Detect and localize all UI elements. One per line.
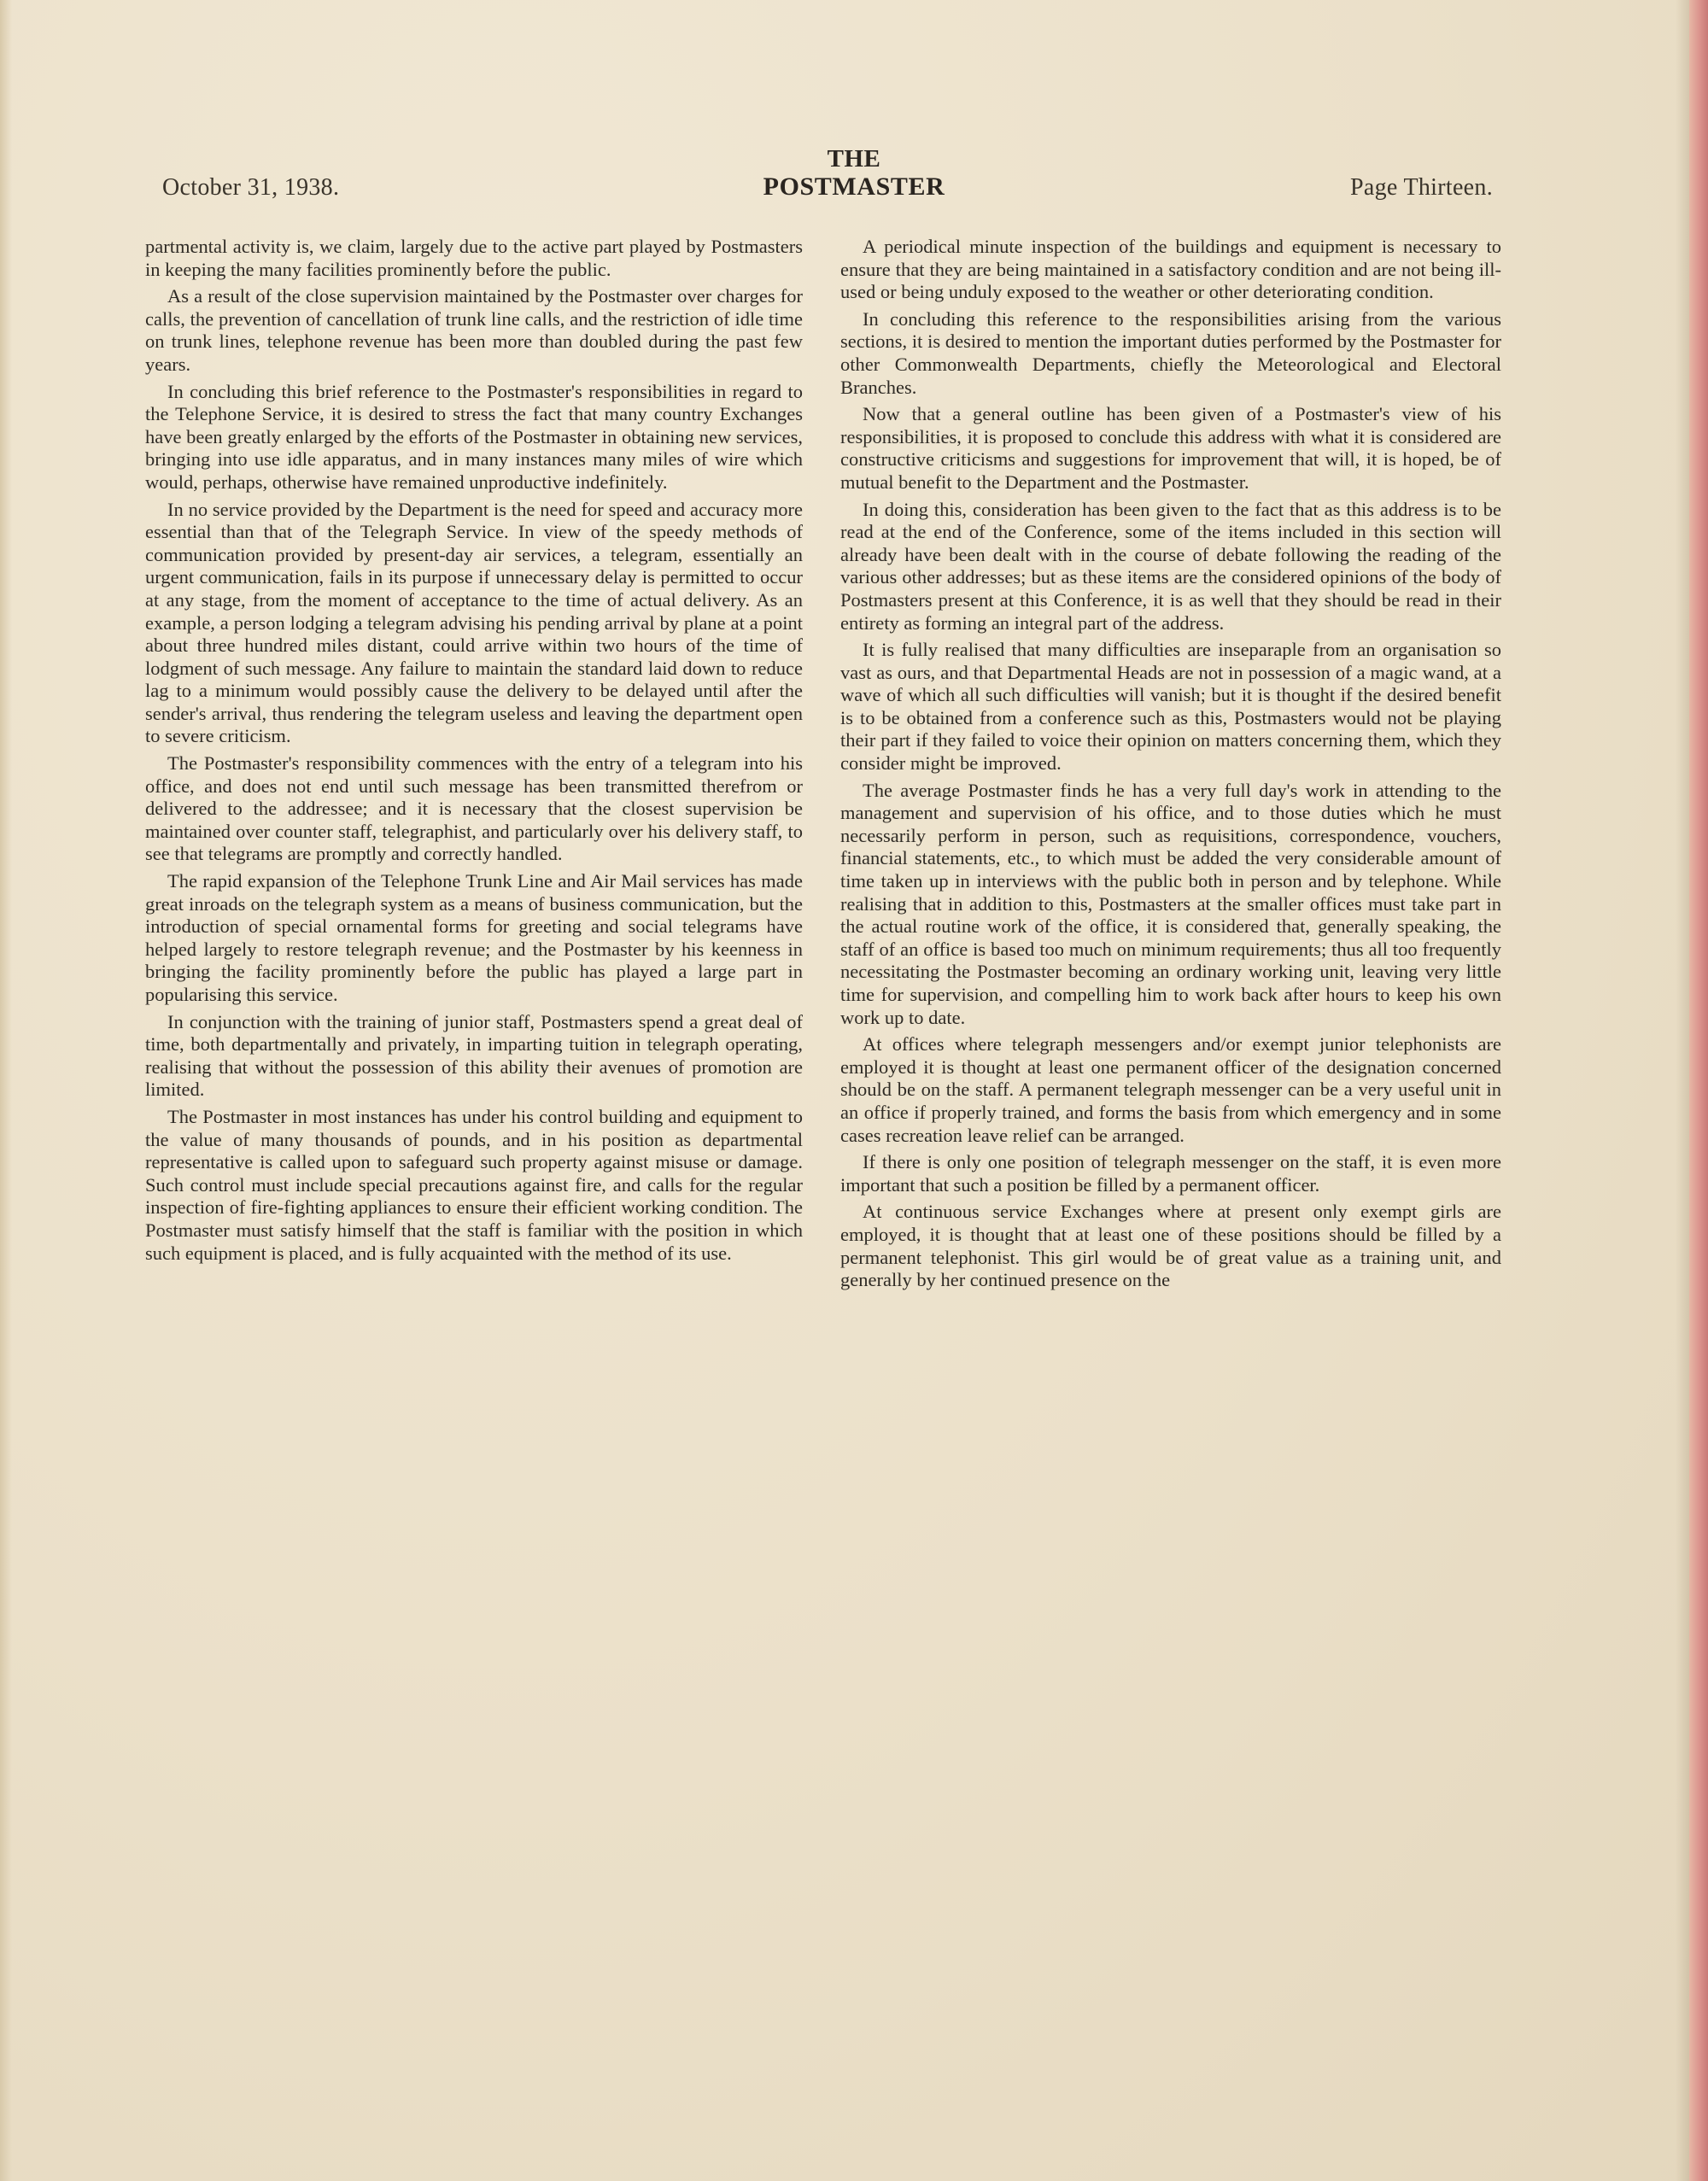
masthead-title: POSTMASTER: [763, 172, 945, 201]
paragraph: At continuous service Exchanges where at present only exempt girls are employed, it is thought that at least one of these positions should be filled by a permanent telephonist. This girl would be of great value as a training unit, and generally by her continued presence on the: [840, 1201, 1501, 1291]
masthead: [649, 145, 1059, 202]
page-number: Page Thirteen.: [1350, 174, 1493, 201]
paragraph: The Postmaster's responsibility commences with the entry of a telegram into his office, and does not end until such message has been transmitted therefrom or delivered to the addressee; and it is necessary that the closest supervision be maintained over counter staff, telegraphist, and particularly over his delivery staff, to see that telegrams are promptly and correctly handled.: [145, 752, 803, 865]
right-column: [840, 236, 1501, 1296]
page-right-edge: [1689, 0, 1708, 2181]
paragraph: At offices where telegraph messengers and/or exempt junior telephonists are employed it is thought at least one permanent officer of the designation concerned should be on the staff. A permanent telegraph messenger can be a very useful unit in an office if properly trained, and forms the basis from which emergency and in some cases recreation leave relief can be arranged.: [840, 1033, 1501, 1146]
paragraph: partmental activity is, we claim, largely due to the active part played by Postmasters in keeping the many facilities prominently before the public.: [145, 236, 803, 280]
paragraph: The average Postmaster finds he has a very full day's work in attending to the management and supervision of his office, and to those duties which he must necessarily perform in person, such as requisitions, correspondence, vouchers, financial statements, etc., to which must be added the very considerable amount of time taken up in interviews with the public both in person and by telephone. While realising that in addition to this, Postmasters at the smaller offices must take part in the actual routine work of the office, it is considered that, generally speaking, the staff of an office is based too much on minimum requirements; thus all too frequently necessitating the Postmaster becoming an ordinary working unit, leaving very little time for supervision, and compelling him to work back after hours to keep his own work up to date.: [840, 779, 1501, 1028]
paragraph: As a result of the close supervision maintained by the Postmaster over charges for calls, the prevention of cancellation of trunk line calls, and the restriction of idle time on trunk lines, telephone revenue has been more than doubled during the past few years.: [145, 285, 803, 375]
paragraph: In concluding this brief reference to the Postmaster's responsibilities in regard to the Telephone Service, it is desired to stress the fact that many country Exchanges have been greatly enlarged by the efforts of the Postmaster in obtaining new services, bringing into use idle apparatus, and in many instances many miles of wire which would, perhaps, otherwise have remained unproductive indefinitely.: [145, 380, 803, 493]
paragraph: It is fully realised that many difficulties are inseparaple from an organisation so vast as ours, and that Departmental Heads are not in possession of a magic wand, at a wave of which all such difficulties will vanish; but it is thought if the desired benefit is to be obtained from a conference such as this, Postmasters would not be playing their part if they failed to voice their opinion on matters concerning them, which they consider might be improved.: [840, 639, 1501, 775]
paragraph: In doing this, consideration has been given to the fact that as this address is to be read at the end of the Conference, some of the items included in this section will already have been dealt with in the course of debate following the reading of the various other addresses; but as these items are the considered opinions of the body of Postmasters present at this Conference, it is as well that they should be read in their entirety as forming an integral part of the address.: [840, 498, 1501, 634]
paragraph: The Postmaster in most instances has under his control building and equipment to the value of many thousands of pounds, and in his position as departmental representative is called upon to safeguard such property against misuse or damage. Such control must include special precautions against fire, and calls for the regular inspection of fire-fighting appliances to ensure their efficient working condition. The Postmaster must satisfy himself that the staff is familiar with the position in which such equipment is placed, and is fully acquainted with the method of its use.: [145, 1105, 803, 1264]
paragraph: If there is only one position of telegraph messenger on the staff, it is even more important that such a position be filled by a permanent officer.: [840, 1151, 1501, 1196]
paragraph: In conjunction with the training of junior staff, Postmasters spend a great deal of time, both departmentally and privately, in imparting tuition in telegraph operating, realising that without the possession of this ability their avenues of promotion are limited.: [145, 1010, 803, 1101]
page-right-shadow: [1676, 0, 1689, 2181]
masthead-the: THE: [827, 145, 881, 172]
paragraph: In concluding this reference to the responsibilities arising from the various sections, it is desired to mention the important duties performed by the Postmaster for other Commonwealth Departments, chiefly the Meteorological and Electoral Branches.: [840, 307, 1501, 398]
paragraph: Now that a general outline has been given of a Postmaster's view of his responsibilities, it is proposed to conclude this address with what it is considered are constructive criticisms and suggestions for improvement that will, it is hoped, be of mutual benefit to the Department and the Postmaster.: [840, 403, 1501, 493]
issue-date: October 31, 1938.: [162, 174, 340, 201]
page-header: [0, 143, 1708, 203]
paragraph: In no service provided by the Department is the need for speed and accuracy more essential than that of the Telegraph Service. In view of the speedy methods of communication provided by present-day air services, a telegram, essentially an urgent communication, fails in its purpose if unnecessary delay is permitted to occur at any stage, from the moment of acceptance to the time of actual delivery. As an example, a person lodging a telegram advising his pending arrival by plane at a point about three hundred miles distant, could arrive within two hours of the time of lodgment of such message. Any failure to maintain the standard laid down to reduce lag to a minimum would possibly cause the delivery to be delayed until after the sender's arrival, thus rendering the telegram useless and leaving the department open to severe criticism.: [145, 498, 803, 747]
paragraph: The rapid expansion of the Telephone Trunk Line and Air Mail services has made great inroads on the telegraph system as a means of business communication, but the introduction of special ornamental forms for greeting and social telegrams have helped largely to restore telegraph revenue; and the Postmaster by his keenness in bringing the facility prominently before the public has played a large part in popularising this service.: [145, 870, 803, 1005]
left-column: [145, 236, 803, 1269]
page-left-edge: [0, 0, 12, 2181]
paragraph: A periodical minute inspection of the buildings and equipment is necessary to ensure that they are being maintained in a satisfactory condition and are not being ill-used or being unduly exposed to the weather or other deteriorating condition.: [840, 236, 1501, 303]
